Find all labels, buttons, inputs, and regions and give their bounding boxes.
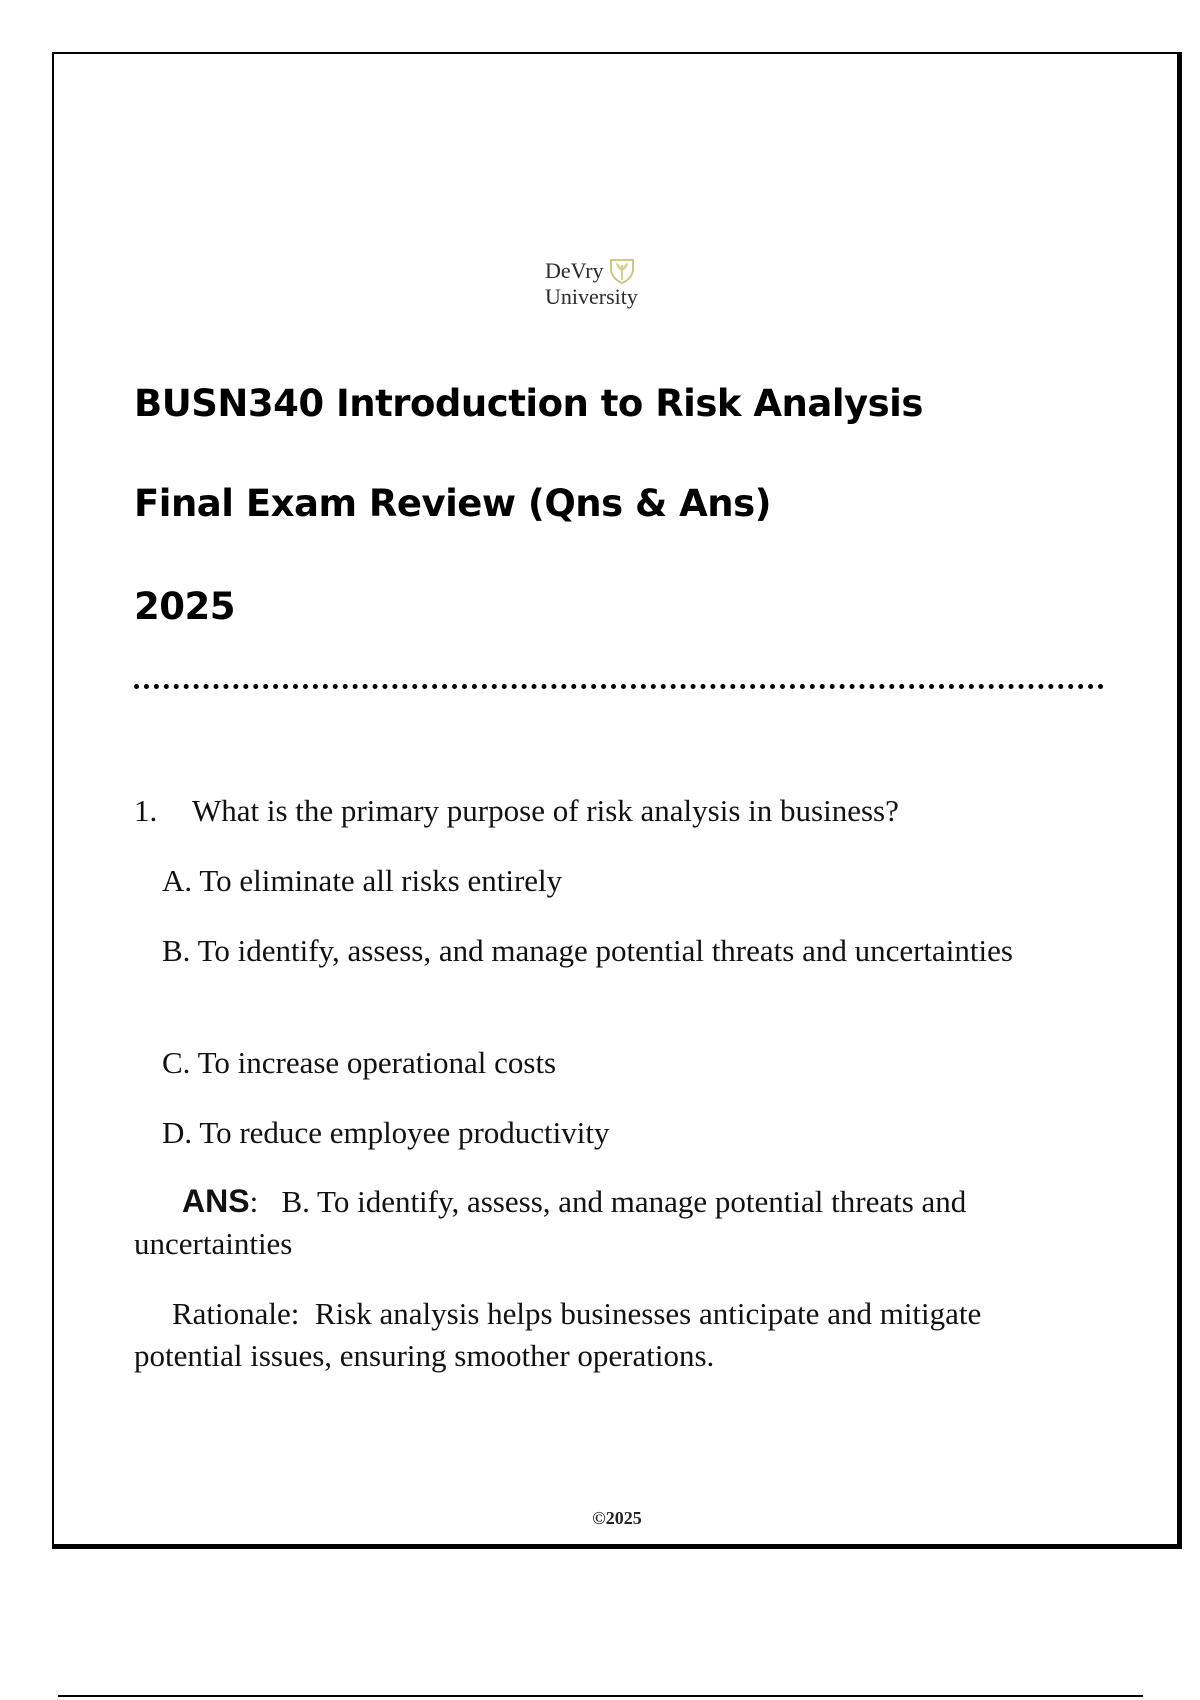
option-c: C. To increase operational costs	[162, 1045, 557, 1080]
logo-line-1: DeVry	[545, 257, 604, 283]
answer-label: ANS	[182, 1183, 250, 1219]
bottom-rule	[58, 1695, 1143, 1697]
document-year: 2025	[134, 585, 235, 628]
question-number: 1.	[134, 793, 158, 828]
question-text: What is the primary purpose of risk analysis in business?	[192, 793, 899, 828]
document-subtitle: Final Exam Review (Qns & Ans)	[134, 482, 772, 525]
university-logo	[545, 256, 655, 314]
option-d: D. To reduce employee productivity	[162, 1115, 610, 1150]
option-b: B. To identify, assess, and manage potential threats and uncertainties	[162, 933, 1013, 968]
answer-text: B. To identify, assess, and manage potential threats and uncertainties	[134, 1184, 967, 1261]
answer: ANS: B. To identify, assess, and manage potential threats and uncertainties	[134, 1183, 967, 1261]
footer-copyright: ©2025	[592, 1508, 642, 1528]
option-a: A. To eliminate all risks entirely	[162, 863, 563, 898]
rationale	[134, 1293, 1094, 1377]
rationale-label: Rationale:	[172, 1296, 300, 1331]
logo-line-2: University	[545, 284, 638, 309]
shield-leaf-icon	[608, 256, 636, 284]
course-title: BUSN340 Introduction to Risk Analysis	[134, 382, 923, 425]
question-1	[134, 790, 1094, 832]
rationale-text: Risk analysis helps businesses anticipate and mitigate potential issues, ensuring smoother operations.	[134, 1296, 982, 1373]
dotted-divider	[134, 684, 1104, 689]
